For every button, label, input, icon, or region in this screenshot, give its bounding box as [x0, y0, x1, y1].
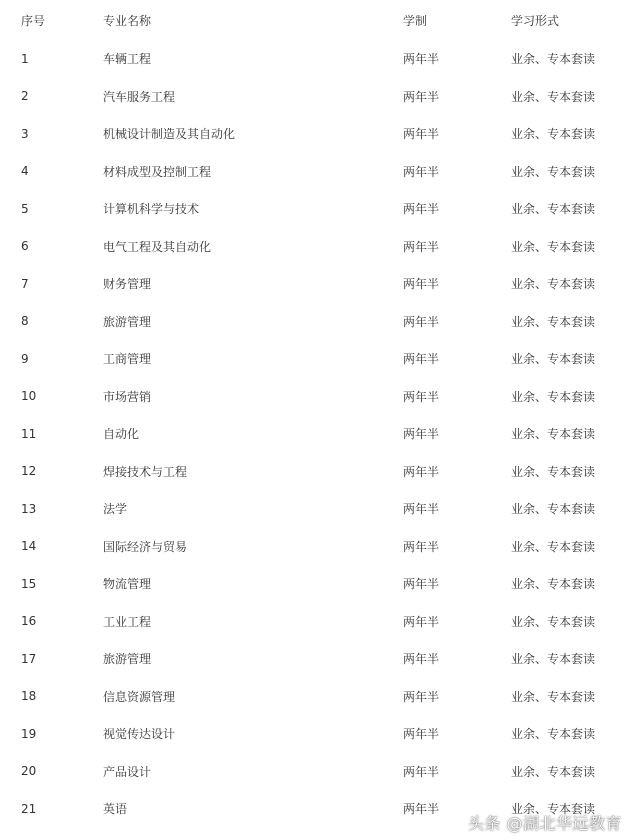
- cell-no: 4: [21, 164, 29, 179]
- cell-major-name: 工商管理: [103, 352, 152, 367]
- cell-duration: 两年半: [403, 652, 440, 667]
- cell-study-mode: 业余、专本套读: [511, 89, 596, 104]
- table-row: [0, 603, 640, 641]
- header-name: 专业名称: [103, 13, 152, 28]
- cell-major-name: 机械设计制造及其自动化: [103, 127, 236, 142]
- cell-duration: 两年半: [403, 502, 440, 517]
- table-row: [0, 115, 640, 153]
- cell-duration: 两年半: [403, 689, 440, 704]
- table-row: [0, 528, 640, 566]
- cell-major-name: 市场营销: [103, 389, 152, 404]
- table-row: [0, 340, 640, 378]
- cell-study-mode: 业余、专本套读: [511, 164, 596, 179]
- table-row: [0, 640, 640, 678]
- table-row: [0, 378, 640, 416]
- table-body: [0, 40, 640, 828]
- cell-no: 15: [21, 576, 37, 591]
- cell-no: 21: [21, 801, 37, 816]
- cell-study-mode: 业余、专本套读: [511, 764, 596, 779]
- cell-study-mode: 业余、专本套读: [511, 539, 596, 554]
- header-duration: 学制: [403, 13, 428, 28]
- cell-major-name: 电气工程及其自动化: [103, 239, 212, 254]
- table-row: [0, 40, 640, 78]
- cell-no: 2: [21, 89, 29, 104]
- cell-no: 9: [21, 351, 29, 366]
- table-row: [0, 265, 640, 303]
- cell-no: 6: [21, 239, 29, 254]
- cell-study-mode: 业余、专本套读: [511, 389, 596, 404]
- cell-no: 3: [21, 126, 29, 141]
- cell-study-mode: 业余、专本套读: [511, 614, 596, 629]
- cell-no: 11: [21, 426, 37, 441]
- table-row: [0, 153, 640, 191]
- table-row: [0, 303, 640, 341]
- cell-major-name: 车辆工程: [103, 52, 152, 67]
- cell-no: 18: [21, 689, 37, 704]
- cell-duration: 两年半: [403, 89, 440, 104]
- table-row: [0, 228, 640, 266]
- cell-major-name: 汽车服务工程: [103, 89, 176, 104]
- cell-duration: 两年半: [403, 539, 440, 554]
- cell-no: 12: [21, 464, 37, 479]
- cell-duration: 两年半: [403, 802, 440, 817]
- cell-major-name: 旅游管理: [103, 652, 152, 667]
- cell-study-mode: 业余、专本套读: [511, 727, 596, 742]
- cell-no: 20: [21, 764, 37, 779]
- cell-no: 17: [21, 651, 37, 666]
- table-row: [0, 565, 640, 603]
- cell-duration: 两年半: [403, 127, 440, 142]
- table-row: [0, 453, 640, 491]
- cell-no: 1: [21, 51, 29, 66]
- cell-study-mode: 业余、专本套读: [511, 427, 596, 442]
- cell-duration: 两年半: [403, 727, 440, 742]
- cell-duration: 两年半: [403, 464, 440, 479]
- cell-major-name: 产品设计: [103, 764, 152, 779]
- cell-duration: 两年半: [403, 764, 440, 779]
- cell-duration: 两年半: [403, 239, 440, 254]
- cell-duration: 两年半: [403, 164, 440, 179]
- cell-no: 7: [21, 276, 29, 291]
- cell-study-mode: 业余、专本套读: [511, 464, 596, 479]
- cell-major-name: 工业工程: [103, 614, 152, 629]
- cell-major-name: 自动化: [103, 427, 140, 442]
- cell-duration: 两年半: [403, 202, 440, 217]
- cell-study-mode: 业余、专本套读: [511, 802, 596, 817]
- cell-no: 13: [21, 501, 37, 516]
- cell-study-mode: 业余、专本套读: [511, 127, 596, 142]
- cell-major-name: 焊接技术与工程: [103, 464, 188, 479]
- cell-major-name: 旅游管理: [103, 314, 152, 329]
- cell-study-mode: 业余、专本套读: [511, 52, 596, 67]
- cell-study-mode: 业余、专本套读: [511, 577, 596, 592]
- cell-duration: 两年半: [403, 427, 440, 442]
- table-row: [0, 753, 640, 791]
- cell-duration: 两年半: [403, 614, 440, 629]
- cell-duration: 两年半: [403, 277, 440, 292]
- header-row: [0, 0, 640, 40]
- cell-no: 19: [21, 726, 37, 741]
- cell-major-name: 视觉传达设计: [103, 727, 176, 742]
- cell-study-mode: 业余、专本套读: [511, 689, 596, 704]
- cell-no: 10: [21, 389, 37, 404]
- cell-duration: 两年半: [403, 577, 440, 592]
- cell-study-mode: 业余、专本套读: [511, 277, 596, 292]
- table-row: [0, 190, 640, 228]
- cell-study-mode: 业余、专本套读: [511, 202, 596, 217]
- cell-major-name: 英语: [103, 802, 128, 817]
- cell-duration: 两年半: [403, 52, 440, 67]
- table-header: [0, 0, 640, 40]
- table-row: [0, 78, 640, 116]
- cell-no: 5: [21, 201, 29, 216]
- cell-study-mode: 业余、专本套读: [511, 239, 596, 254]
- cell-major-name: 国际经济与贸易: [103, 539, 188, 554]
- cell-duration: 两年半: [403, 314, 440, 329]
- header-mode: 学习形式: [511, 13, 560, 28]
- cell-no: 14: [21, 539, 37, 554]
- cell-major-name: 物流管理: [103, 577, 152, 592]
- cell-major-name: 信息资源管理: [103, 689, 176, 704]
- cell-duration: 两年半: [403, 389, 440, 404]
- table-row: [0, 490, 640, 528]
- cell-major-name: 财务管理: [103, 277, 152, 292]
- cell-no: 16: [21, 614, 37, 629]
- cell-study-mode: 业余、专本套读: [511, 314, 596, 329]
- table-row: [0, 678, 640, 716]
- cell-study-mode: 业余、专本套读: [511, 352, 596, 367]
- cell-no: 8: [21, 314, 29, 329]
- table-row: [0, 415, 640, 453]
- header-no: 序号: [21, 13, 46, 28]
- cell-major-name: 计算机科学与技术: [103, 202, 200, 217]
- cell-major-name: 法学: [103, 502, 128, 517]
- cell-study-mode: 业余、专本套读: [511, 652, 596, 667]
- cell-major-name: 材料成型及控制工程: [103, 164, 212, 179]
- watermark-text: 头条 @湖北华远教育: [467, 814, 622, 833]
- cell-study-mode: 业余、专本套读: [511, 502, 596, 517]
- cell-duration: 两年半: [403, 352, 440, 367]
- table-row: [0, 715, 640, 753]
